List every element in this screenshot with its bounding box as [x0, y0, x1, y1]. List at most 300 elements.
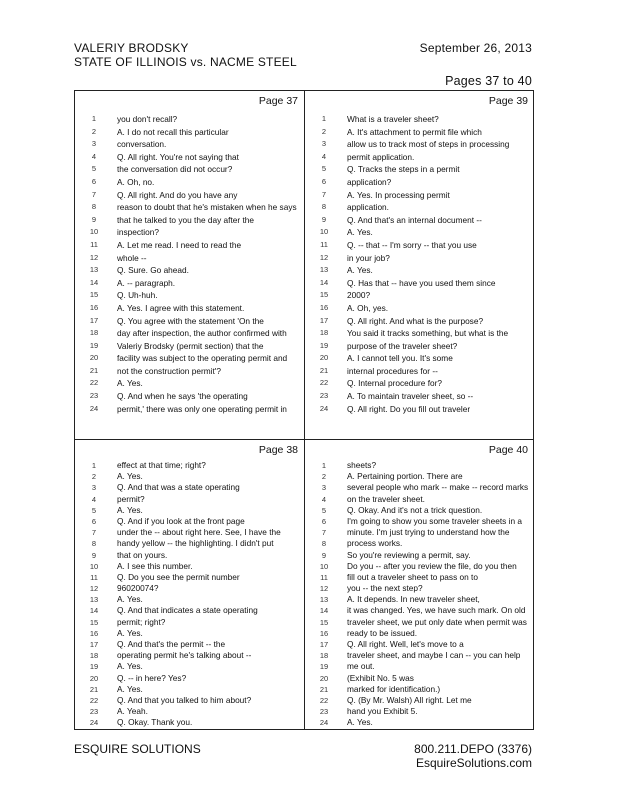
line-text: Q. (By Mr. Walsh) All right. Let me: [347, 694, 472, 705]
line-number: 4: [321, 151, 327, 161]
line-number: 2: [91, 126, 97, 136]
witness-name: VALERIY BRODSKY: [74, 41, 189, 55]
transcript-line: [305, 594, 534, 605]
transcript-line: [305, 403, 534, 416]
line-number: 13: [319, 595, 329, 605]
line-number: 18: [89, 651, 99, 661]
line-number: 19: [319, 340, 329, 350]
line-text: Q. Tracks the steps in a permit: [347, 164, 460, 175]
transcript-line: [75, 163, 304, 176]
firm-name: ESQUIRE SOLUTIONS: [74, 742, 201, 756]
line-number: 22: [319, 378, 329, 388]
line-number: 19: [89, 662, 99, 672]
line-number: 22: [89, 378, 99, 388]
transcript-line: [305, 390, 534, 403]
line-text: So you're reviewing a permit, say.: [347, 549, 471, 560]
line-number: 8: [91, 539, 97, 549]
line-number: 4: [91, 151, 97, 161]
transcript-line: [305, 527, 534, 538]
transcript-line: [75, 538, 304, 549]
transcript-line: [75, 327, 304, 340]
transcript-line: [305, 264, 534, 277]
line-text: permit application.: [347, 151, 415, 162]
line-number: 17: [89, 640, 99, 649]
transcript-line: [305, 189, 534, 202]
line-text: Q. Sure. Go ahead.: [117, 265, 189, 276]
line-text: A. Oh, yes.: [347, 302, 389, 313]
transcript-line: [75, 289, 304, 302]
transcript-line: [75, 126, 304, 139]
firm-phone: 800.211.DEPO (3376): [414, 742, 532, 756]
page-range: Pages 37 to 40: [445, 74, 532, 88]
line-text: reason to doubt that he's mistaken when he says: [117, 202, 297, 213]
transcript-line: [75, 583, 304, 594]
line-text: traveler sheet, we put only date when permit was: [347, 616, 527, 627]
line-text: handy yellow -- the highlighting. I didn't put: [117, 538, 274, 549]
line-number: 20: [319, 673, 329, 683]
transcript-line: [305, 252, 534, 265]
transcript-lines: [305, 113, 534, 415]
line-number: 4: [321, 494, 327, 504]
transcript-line: [75, 377, 304, 390]
line-number: 12: [319, 584, 329, 594]
line-text: A. Yes.: [117, 378, 143, 389]
line-number: 8: [321, 202, 327, 212]
line-number: 18: [319, 328, 329, 338]
line-number: 11: [90, 572, 98, 582]
line-number: 14: [89, 606, 99, 616]
line-number: 7: [321, 528, 327, 538]
line-number: 18: [319, 651, 329, 661]
line-text: Q. You agree with the statement 'On the: [117, 315, 264, 326]
line-number: 1: [321, 461, 327, 470]
transcript-line: [75, 617, 304, 628]
line-number: 9: [91, 214, 97, 224]
line-text: Q. And that you talked to him about?: [117, 694, 252, 705]
transcript-line: [75, 494, 304, 505]
transcript-line: [305, 717, 534, 728]
line-number: 24: [319, 403, 329, 413]
page-number-label: Page 40: [488, 444, 528, 456]
line-text: A. Yes. I agree with this statement.: [117, 302, 245, 313]
transcript-line: [305, 239, 534, 252]
line-text: Q. All right. Well, let's move to a: [347, 639, 464, 649]
line-text: in your job?: [347, 252, 390, 263]
line-text: permit; right?: [117, 616, 166, 627]
line-number: 6: [91, 176, 97, 186]
line-text: Q. All right. Do you fill out traveler: [347, 403, 471, 414]
transcript-line: [75, 550, 304, 561]
line-text: operating permit he's talking about --: [117, 650, 252, 661]
line-text: A. I cannot tell you. It's some: [347, 353, 453, 364]
line-text: What is a traveler sheet?: [347, 114, 439, 124]
page-number-label: Page 37: [258, 95, 298, 107]
line-text: A. It's attachment to permit file which: [347, 126, 482, 137]
line-number: 20: [89, 673, 99, 683]
transcript-line: [75, 365, 304, 378]
transcript-lines: [305, 460, 534, 729]
line-number: 7: [321, 189, 327, 199]
line-number: 22: [319, 695, 329, 705]
line-text: application.: [347, 202, 389, 213]
line-text: Do you -- after you review the file, do you then: [347, 560, 517, 571]
page-number-label: Page 38: [258, 444, 298, 456]
line-number: 9: [321, 550, 327, 560]
line-number: 19: [89, 340, 99, 350]
line-text: that on yours.: [117, 549, 168, 560]
transcript-line: [305, 163, 534, 176]
line-number: 7: [91, 528, 97, 538]
line-text: A. Pertaining portion. There are: [347, 471, 463, 482]
transcript-line: [305, 650, 534, 661]
transcript-line: [305, 684, 534, 695]
transcript-line: [75, 505, 304, 516]
transcript-line: [75, 639, 304, 650]
line-number: 6: [91, 516, 97, 526]
line-number: 2: [321, 472, 327, 482]
transcript-line: [75, 516, 304, 527]
transcript-grid: [74, 90, 534, 730]
line-number: 15: [89, 617, 99, 627]
line-text: it was changed. Yes, we have such mark. On old: [347, 605, 526, 616]
transcript-line: [305, 138, 534, 151]
line-number: 21: [319, 365, 329, 375]
transcript-line: [305, 315, 534, 328]
transcript-line: [305, 706, 534, 717]
line-text: A. To maintain traveler sheet, so --: [347, 391, 474, 402]
line-number: 11: [90, 239, 98, 249]
transcript-line: [305, 289, 534, 302]
line-number: 9: [91, 550, 97, 560]
transcript-line: [305, 605, 534, 616]
line-number: 14: [319, 277, 329, 287]
line-text: under the -- about right here. See, I have the: [117, 527, 281, 538]
line-number: 5: [321, 505, 327, 515]
line-text: me out.: [347, 661, 375, 672]
transcript-line: [75, 138, 304, 151]
line-number: 15: [319, 290, 329, 300]
line-number: 2: [91, 472, 97, 482]
line-text: Q. And that indicates a state operating: [117, 605, 258, 616]
transcript-line: [75, 201, 304, 214]
line-text: day after inspection, the author confirmed with: [117, 328, 287, 339]
line-number: 3: [91, 139, 97, 149]
transcript-line: [305, 377, 534, 390]
transcript-line: [75, 176, 304, 189]
transcript-line: [305, 505, 534, 516]
line-text: A. I see this number.: [117, 560, 193, 571]
line-number: 22: [89, 695, 99, 705]
transcript-line: [75, 673, 304, 684]
transcript-line: [75, 264, 304, 277]
line-number: 23: [89, 391, 99, 401]
transcript-line: [305, 327, 534, 340]
line-number: 7: [91, 189, 97, 199]
line-text: fill out a traveler sheet to pass on to: [347, 571, 478, 582]
line-number: 8: [321, 539, 327, 549]
line-text: process works.: [347, 538, 403, 549]
line-number: 13: [319, 265, 329, 275]
line-text: Q. And when he says 'the operating: [117, 391, 248, 402]
line-text: minute. I'm just trying to understand how the: [347, 527, 510, 538]
transcript-line: [75, 239, 304, 252]
page-number-label: Page 39: [488, 95, 528, 107]
line-text: 2000?: [347, 290, 371, 301]
transcript-line: [75, 277, 304, 290]
transcript-line: [305, 673, 534, 684]
line-number: 24: [89, 718, 99, 728]
case-title: STATE OF ILLINOIS vs. NACME STEEL: [74, 55, 297, 69]
line-text: effect at that time; right?: [117, 460, 206, 470]
line-number: 20: [319, 353, 329, 363]
line-text: A. Yes.: [347, 265, 373, 276]
transcript-line: [305, 113, 534, 126]
line-text: Q. Okay. And it's not a trick question.: [347, 504, 483, 515]
line-text: Q. And that's an internal document --: [347, 214, 482, 225]
line-text: 96020074?: [117, 583, 159, 594]
line-text: Q. All right. You're not saying that: [117, 151, 239, 162]
transcript-line: [305, 516, 534, 527]
line-text: whole --: [117, 252, 147, 263]
transcript-line: [75, 151, 304, 164]
line-number: 10: [89, 561, 99, 571]
line-text: Q. -- in here? Yes?: [117, 672, 187, 683]
transcript-line: [305, 151, 534, 164]
line-number: 24: [89, 403, 99, 413]
line-number: 1: [91, 114, 97, 123]
transcript-line: [75, 403, 304, 416]
line-number: 17: [319, 640, 329, 649]
line-number: 23: [89, 707, 99, 717]
transcript-line: [75, 594, 304, 605]
line-text: permit,' there was only one operating permit in: [117, 403, 287, 414]
transcript-line: [305, 482, 534, 493]
transcript-line: [75, 650, 304, 661]
line-text: application?: [347, 176, 392, 187]
transcript-line: [305, 471, 534, 482]
transcript-line: [75, 302, 304, 315]
line-text: Q. Okay. Thank you.: [117, 717, 193, 728]
transcript-line: [75, 315, 304, 328]
line-number: 4: [91, 494, 97, 504]
transcript-line: [75, 471, 304, 482]
transcript-line: [75, 717, 304, 728]
line-text: you don't recall?: [117, 114, 178, 124]
line-number: 12: [89, 584, 99, 594]
line-text: on the traveler sheet.: [347, 493, 425, 504]
line-number: 24: [319, 718, 329, 728]
transcript-line: [75, 252, 304, 265]
line-number: 15: [89, 290, 99, 300]
line-number: 15: [319, 617, 329, 627]
transcript-line: [75, 340, 304, 353]
line-text: permit?: [117, 493, 145, 504]
line-text: internal procedures for --: [347, 365, 438, 376]
firm-website: EsquireSolutions.com: [415, 756, 532, 770]
transcript-line: [75, 706, 304, 717]
transcript-line: [305, 352, 534, 365]
transcript-line: [305, 561, 534, 572]
line-number: 14: [319, 606, 329, 616]
transcript-line: [75, 684, 304, 695]
line-text: A. Yes.: [117, 627, 143, 638]
transcript-line: [75, 561, 304, 572]
transcript-line: [305, 365, 534, 378]
transcript-line: [305, 494, 534, 505]
line-number: 5: [321, 164, 327, 174]
transcript-line: [305, 201, 534, 214]
line-text: A. Yes.: [117, 504, 143, 515]
transcript-line: [305, 176, 534, 189]
line-text: Q. And that's the permit -- the: [117, 639, 226, 649]
line-text: Q. -- that -- I'm sorry -- that you use: [347, 239, 477, 250]
transcript-line: [75, 226, 304, 239]
line-text: purpose of the traveler sheet?: [347, 340, 458, 351]
line-number: 20: [89, 353, 99, 363]
line-text: Q. And that was a state operating: [117, 482, 240, 493]
transcript-line: [305, 695, 534, 706]
line-number: 17: [319, 315, 329, 325]
transcript-line: [305, 277, 534, 290]
transcript-line: [75, 189, 304, 202]
line-number: 3: [321, 139, 327, 149]
transcript-line: [305, 538, 534, 549]
transcript-line: [75, 605, 304, 616]
line-number: 2: [321, 126, 327, 136]
line-text: Q. Uh-huh.: [117, 290, 158, 301]
line-number: 10: [89, 227, 99, 237]
transcript-page-39: [305, 91, 534, 439]
transcript-line: [75, 482, 304, 493]
line-text: A. Yes.: [117, 661, 143, 672]
line-text: Valeriy Brodsky (permit section) that the: [117, 340, 264, 351]
line-number: 16: [89, 628, 99, 638]
line-text: facility was subject to the operating permit and: [117, 353, 288, 364]
transcript-page-40: [305, 440, 534, 729]
transcript-line: [75, 460, 304, 471]
line-text: A. Oh, no.: [117, 176, 155, 187]
line-text: A. -- paragraph.: [117, 277, 176, 288]
transcript-line: [75, 113, 304, 126]
transcript-line: [305, 126, 534, 139]
line-number: 21: [319, 684, 329, 694]
line-number: 23: [319, 707, 329, 717]
line-number: 21: [89, 684, 99, 694]
line-text: traveler sheet, and maybe I can -- you can help: [347, 650, 521, 661]
line-text: hand you Exhibit 5.: [347, 706, 418, 717]
line-text: ready to be issued.: [347, 627, 418, 638]
line-text: Q. All right. And do you have any: [117, 189, 238, 200]
transcript-line: [75, 214, 304, 227]
line-text: I'm going to show you some traveler sheets in a: [347, 515, 522, 526]
line-number: 11: [320, 572, 328, 582]
line-number: 19: [319, 662, 329, 672]
transcript-line: [75, 695, 304, 706]
line-number: 5: [91, 505, 97, 515]
transcript-line: [305, 661, 534, 672]
transcript-line: [305, 550, 534, 561]
line-number: 18: [89, 328, 99, 338]
line-text: not the construction permit'?: [117, 365, 221, 376]
line-number: 9: [321, 214, 327, 224]
transcript-line: [305, 572, 534, 583]
line-text: the conversation did not occur?: [117, 164, 233, 175]
transcript-lines: [75, 113, 304, 415]
line-number: 12: [89, 252, 99, 262]
line-text: Q. Has that -- have you used them since: [347, 277, 496, 288]
line-number: 1: [91, 461, 97, 470]
transcript-line: [305, 583, 534, 594]
transcript-line: [305, 628, 534, 639]
line-text: A. Yeah.: [117, 706, 148, 717]
transcript-line: [305, 214, 534, 227]
transcript-line: [305, 460, 534, 471]
transcript-line: [75, 628, 304, 639]
line-text: several people who mark -- make -- record marks: [347, 482, 529, 493]
line-number: 16: [319, 302, 329, 312]
line-number: 8: [91, 202, 97, 212]
line-text: Q. And if you look at the front page: [117, 515, 245, 526]
transcript-line: [75, 390, 304, 403]
line-text: marked for identification.): [347, 683, 441, 694]
line-text: sheets?: [347, 460, 377, 470]
line-text: A. Yes. In processing permit: [347, 189, 450, 200]
line-text: Q. Do you see the permit number: [117, 571, 240, 582]
line-number: 16: [89, 302, 99, 312]
line-number: 17: [89, 315, 99, 325]
line-text: A. Yes.: [117, 594, 143, 605]
line-number: 1: [321, 114, 327, 123]
line-number: 21: [89, 365, 99, 375]
transcript-line: [75, 352, 304, 365]
transcript-line: [305, 340, 534, 353]
transcript-page-37: [75, 91, 304, 439]
line-text: inspection?: [117, 227, 159, 238]
line-text: You said it tracks something, but what is the: [347, 328, 509, 339]
line-number: 6: [321, 176, 327, 186]
transcript-line: [305, 639, 534, 650]
transcript-line: [75, 527, 304, 538]
line-text: A. Yes.: [117, 471, 143, 482]
transcript-line: [305, 302, 534, 315]
line-number: 13: [89, 595, 99, 605]
line-text: A. Yes.: [347, 227, 373, 238]
line-number: 13: [89, 265, 99, 275]
line-text: (Exhibit No. 5 was: [347, 672, 414, 683]
line-number: 3: [91, 483, 97, 493]
line-text: that he talked to you the day after the: [117, 214, 254, 225]
line-text: A. Yes.: [347, 717, 373, 728]
line-text: A. I do not recall this particular: [117, 126, 229, 137]
line-text: Q. Internal procedure for?: [347, 378, 443, 389]
line-number: 14: [89, 277, 99, 287]
deposition-date: September 26, 2013: [419, 41, 532, 55]
line-number: 23: [319, 391, 329, 401]
line-number: 11: [320, 239, 328, 249]
line-number: 3: [321, 483, 327, 493]
line-number: 12: [319, 252, 329, 262]
transcript-lines: [75, 460, 304, 729]
transcript-line: [305, 226, 534, 239]
line-number: 10: [319, 561, 329, 571]
line-number: 10: [319, 227, 329, 237]
transcript-line: [75, 661, 304, 672]
line-number: 5: [91, 164, 97, 174]
line-text: A. Let me read. I need to read the: [117, 239, 242, 250]
line-number: 16: [319, 628, 329, 638]
line-text: A. It depends. In new traveler sheet,: [347, 594, 480, 605]
transcript-page-38: [75, 440, 304, 729]
